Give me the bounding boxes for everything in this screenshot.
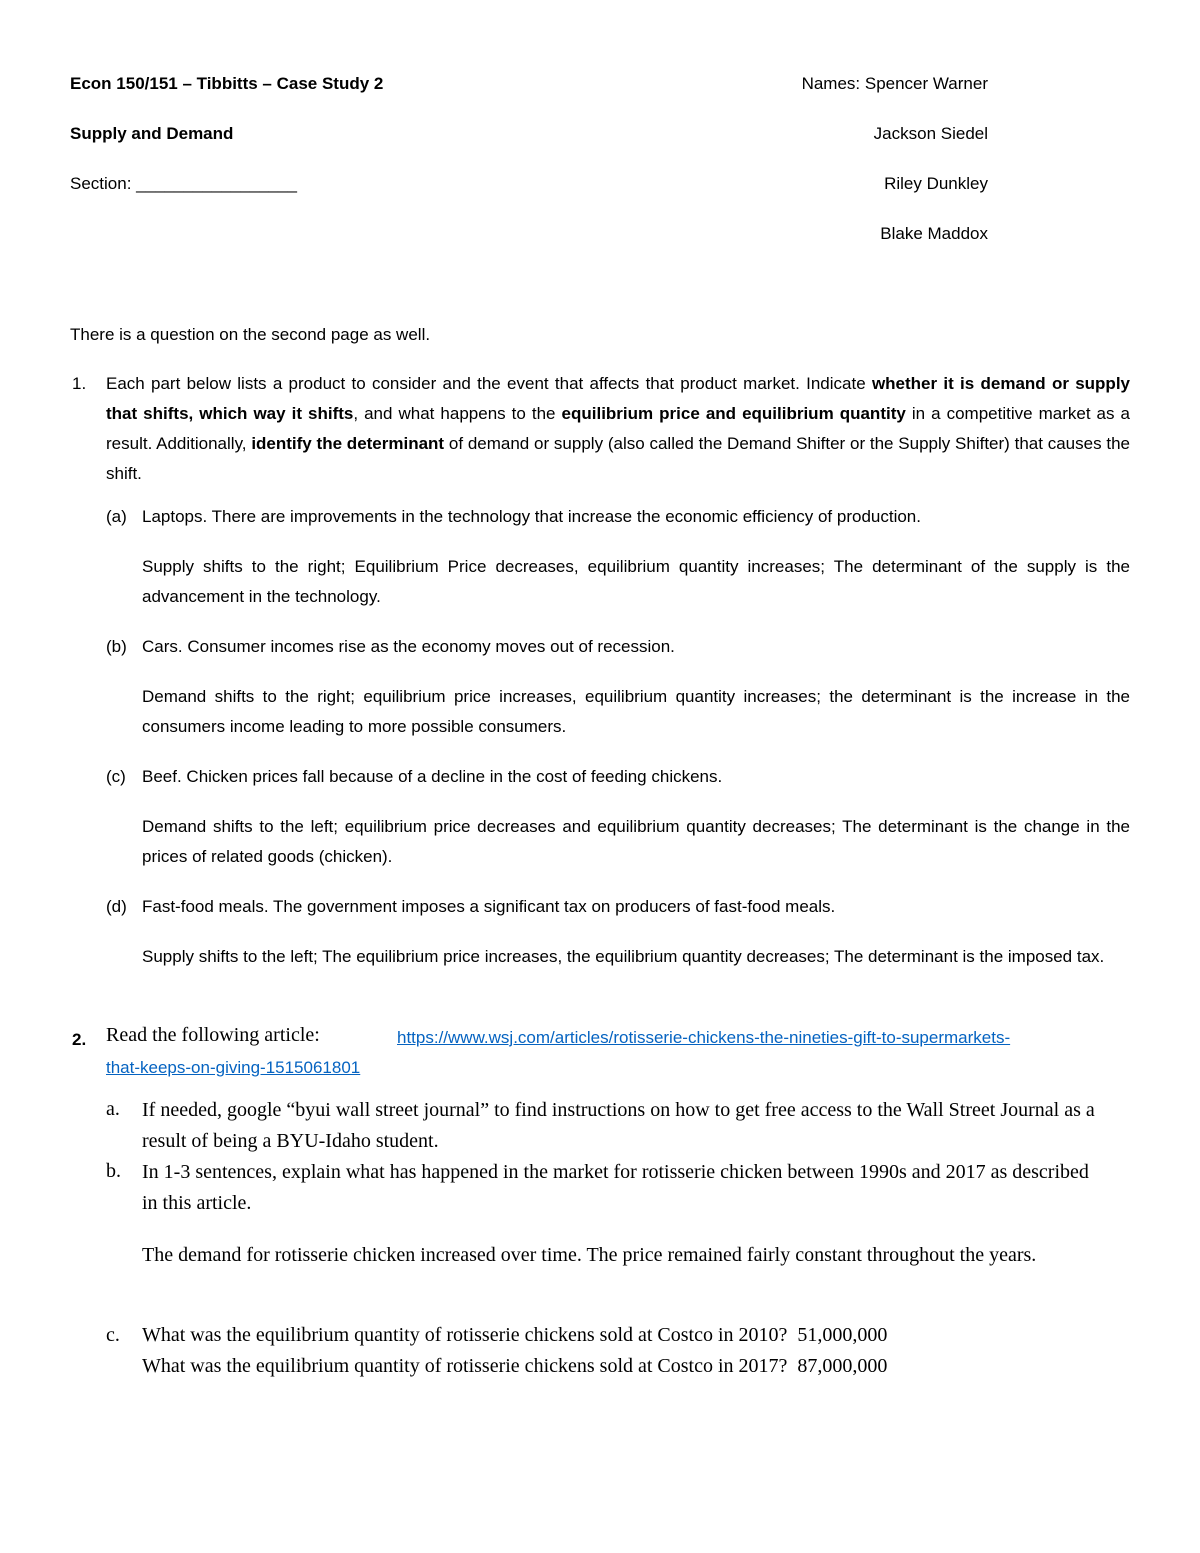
q2c-question-2010: What was the equilibrium quantity of rotisserie chickens sold at Costco in 2010? [142, 1324, 788, 1346]
q2-number: 2. [72, 1030, 87, 1049]
article-link-line2[interactable]: that-keeps-on-giving-1515061801 [106, 1058, 361, 1077]
course-title: Econ 150/151 – Tibbitts – Case Study 2 [70, 74, 384, 93]
topic-title: Supply and Demand [70, 124, 234, 143]
q2b-text: In 1-3 sentences, explain what has happened in the market for rotisserie chicken between 1990s and 2017 as described in this article. [142, 1161, 1089, 1214]
q1c-answer: Demand shifts to the left; equilibrium price decreases and equilibrium quantity decreases; The determinant is the change in the prices of related goods (chicken). [142, 817, 1130, 866]
q1d-answer: Supply shifts to the left; The equilibrium price increases, the equilibrium quantity decreases; The determinant is the imposed tax. [142, 947, 1105, 966]
name-2: Jackson Siedel [873, 124, 988, 143]
article-link-line1[interactable]: https://www.wsj.com/articles/rotisserie-chickens-the-nineties-gift-to-supermarkets- [397, 1028, 1011, 1047]
q2c-question-2017: What was the equilibrium quantity of rotisserie chickens sold at Costco in 2017? [142, 1355, 788, 1377]
q1-prompt [106, 369, 1130, 489]
q2c-answer-2017: 87,000,000 [797, 1355, 888, 1377]
q1-prompt-emphasis: whether it is demand or supply that shifts, which way it shifts [106, 374, 1130, 423]
q2c-answer-2010: 51,000,000 [797, 1324, 888, 1346]
q2c-line2 [142, 1355, 887, 1378]
q1d-question: Fast-food meals. The government imposes a significant tax on producers of fast-food meals. [142, 897, 836, 916]
q1b-answer: Demand shifts to the right; equilibrium price increases, equilibrium quantity increases; the determinant is the increase in the consumers income leading to more possible consumers. [142, 687, 1130, 736]
q1-prompt-part: , and what happens to the [353, 404, 562, 423]
names-label: Names: Spencer Warner [801, 74, 988, 93]
q1-number: 1. [72, 374, 87, 393]
q1d-label: (d) [106, 897, 127, 916]
q2a-text: If needed, google “byui wall street journal” to find instructions on how to get free access to the Wall Street Journal as a result of being a BYU-Idaho student. [142, 1099, 1095, 1152]
q1a-question: Laptops. There are improvements in the technology that increase the economic efficiency of production. [142, 507, 921, 526]
q2c-label: c. [106, 1324, 120, 1346]
q1a-answer: Supply shifts to the right; Equilibrium Price decreases, equilibrium quantity increases; The determinant of the supply is the advancement in the technology. [142, 557, 1130, 606]
q1b-label: (b) [106, 637, 127, 656]
section-line [70, 174, 297, 194]
q1-prompt-part: Each part below lists a product to consider and the event that affects that product market. Indicate [106, 374, 872, 393]
q2b-answer: The demand for rotisserie chicken increased over time. The price remained fairly constant throughout the years. [142, 1244, 1037, 1266]
section-blank: _________________ [136, 174, 297, 193]
q1-prompt-emphasis: equilibrium price and equilibrium quantity [561, 404, 906, 423]
q2b-label: b. [106, 1160, 121, 1182]
q1c-question: Beef. Chicken prices fall because of a decline in the cost of feeding chickens. [142, 767, 723, 786]
q1a-label: (a) [106, 507, 127, 526]
q1b-question: Cars. Consumer incomes rise as the economy moves out of recession. [142, 637, 675, 656]
q2c-line1 [142, 1324, 887, 1347]
q2a-label: a. [106, 1098, 120, 1120]
name-3: Riley Dunkley [884, 174, 988, 193]
name-4: Blake Maddox [880, 224, 988, 243]
q1-prompt-emphasis: identify the determinant [251, 434, 445, 453]
section-label: Section: [70, 174, 132, 193]
q2-prompt: Read the following article: [106, 1024, 320, 1046]
q1-prompt-part: of demand or supply (also called the Demand Shifter or the Supply Shifter) that causes the shift. [106, 434, 1130, 483]
q1-prompt-part: in a competitive market as a result. Additionally, [106, 404, 1130, 453]
q1c-label: (c) [106, 767, 126, 786]
intro-note: There is a question on the second page as well. [70, 325, 431, 344]
